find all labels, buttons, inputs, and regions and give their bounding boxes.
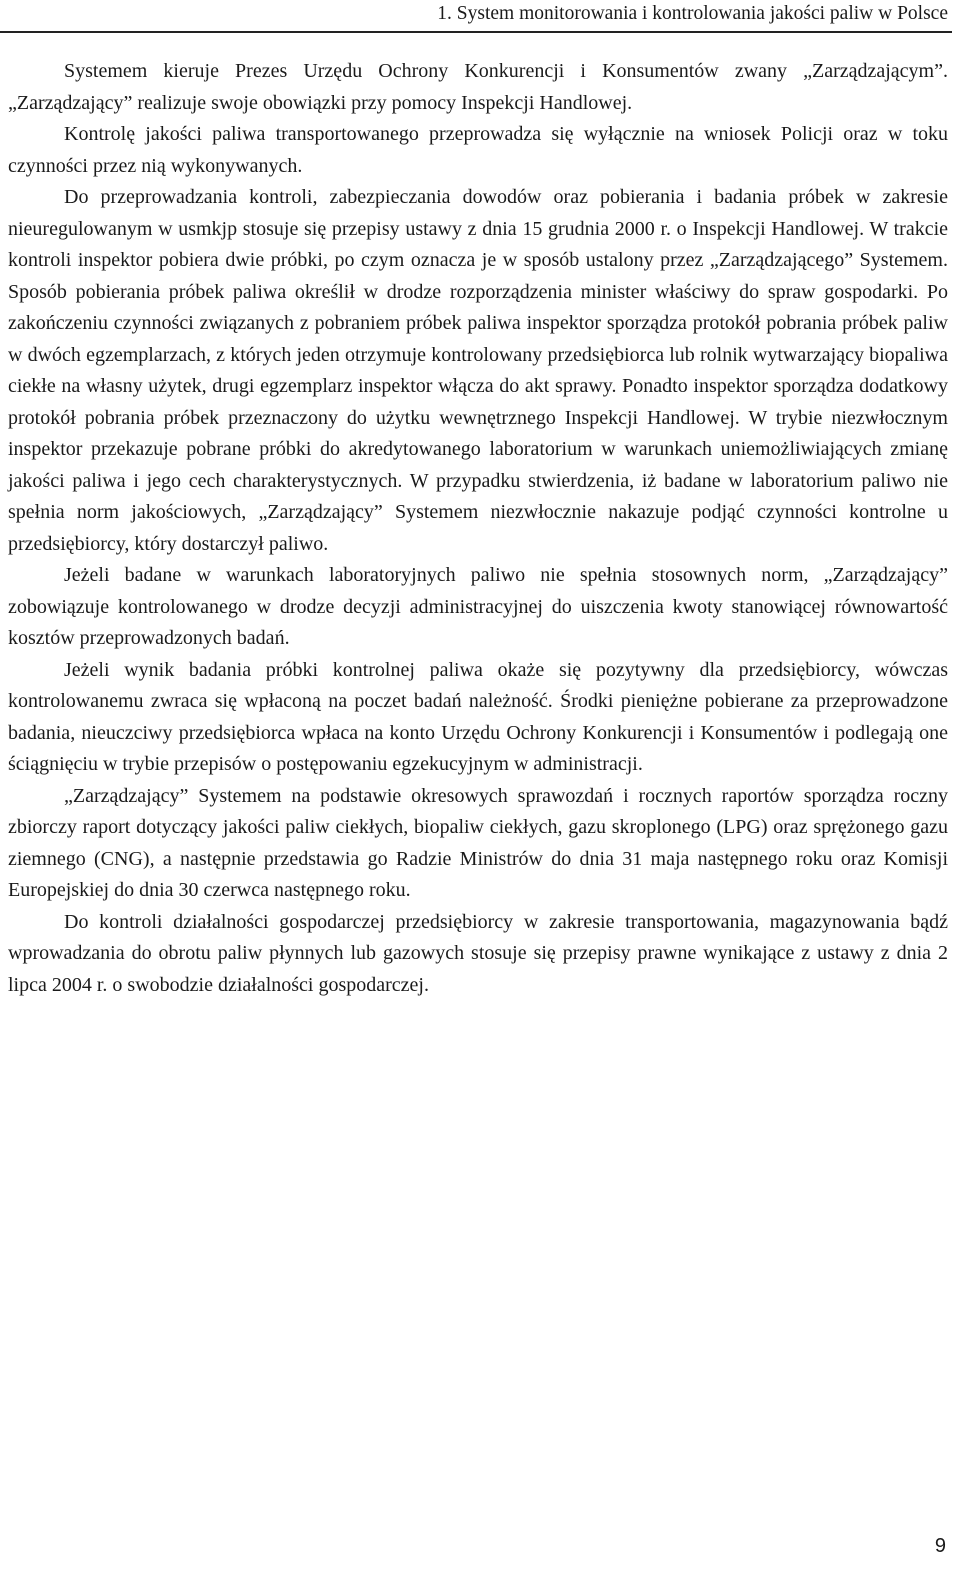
paragraph: „Zarządzający” Systemem na podstawie okresowych sprawozdań i rocznych raportów sporządza roczny zbiorczy raport dotyczący jakości paliw ciekłych, biopaliw ciekłych, gazu skroplonego (LPG) oraz sprężonego gazu ziemnego (CNG), a następnie przedstawia go Radzie Ministrów do dnia 31 maja następnego roku oraz Komisji Europejskiej do dnia 30 czerwca następnego roku. bbox=[8, 784, 948, 901]
body-text bbox=[8, 56, 948, 1001]
paragraph: Do kontroli działalności gospodarczej przedsiębiorcy w zakresie transportowania, magazynowania bądź wprowadzania do obrotu paliw płynnych lub gazowych stosuje się przepisy prawne wynikające z ustawy z dnia 2 lipca 2004 r. o swobodzie działalności gospodarczej. bbox=[8, 910, 948, 996]
paragraph: Do przeprowadzania kontroli, zabezpieczania dowodów oraz pobierania i badania próbek w zakresie nieuregulowanym w usmkjp stosuje się przepisy ustawy z dnia 15 grudnia 2000 r. o Inspekcji Handlowej. W trakcie kontroli inspektor pobiera dwie próbki, po czym oznacza je w sposób ustalony przez „Zarządzającego” Systemem. Sposób pobierania próbek paliwa określił w drodze rozporządzenia minister właściwy do spraw gospodarki. Po zakończeniu czynności związanych z pobraniem próbek paliwa inspektor sporządza protokół pobrania próbek paliw w dwóch egzemplarzach, z których jeden otrzymuje kontrolowany przedsiębiorca lub rolnik wytwarzający biopaliwa ciekłe na własny użytek, drugi egzemplarz inspektor włącza do akt sprawy. Ponadto inspektor sporządza dodatkowy protokół pobrania próbek przeznaczony do użytku wewnętrznego Inspekcji Handlowej. W trybie niezwłocznym inspektor przekazuje pobrane próbki do akredytowanego laboratorium w warunkach uniemożliwiających zmianę jakości paliwa i jego cech charakterystycznych. W przypadku stwierdzenia, iż badane w laboratorium paliwo nie spełnia norm jakościowych, „Zarządzający” Systemem niezwłocznie nakazuje podjąć czynności kontrolne u przedsiębiorcy, który dostarczył paliwo. bbox=[8, 186, 948, 555]
running-header bbox=[0, 0, 960, 34]
paragraph: Jeżeli badane w warunkach laboratoryjnych paliwo nie spełnia stosownych norm, „Zarządzający” zobowiązuje kontrolowanego w drodze decyzji administracyjnej do uiszczenia kwoty stanowiącej równowartość kosztów przeprowadzonych badań. bbox=[8, 564, 948, 649]
header-rule bbox=[0, 31, 952, 33]
paragraph: Kontrolę jakości paliwa transportowanego przeprowadza się wyłącznie na wniosek Policji oraz w toku czynności przez nią wykonywanych. bbox=[8, 123, 948, 177]
paragraph: Jeżeli wynik badania próbki kontrolnej paliwa okaże się pozytywny dla przedsiębiorcy, wówczas kontrolowanemu zwraca się wpłaconą na poczet badań należność. Środki pieniężne pobierane za przeprowadzone badania, nieuczciwy przedsiębiorca wpłaca na konto Urzędu Ochrony Konkurencji i Konsumentów i podlegają one ściągnięciu w trybie przepisów o postępowaniu egzekucyjnym w administracji. bbox=[8, 658, 948, 775]
paragraph: Systemem kieruje Prezes Urzędu Ochrony Konkurencji i Konsumentów zwany „Zarządzającym”. „Zarządzający” realizuje swoje obowiązki przy pomocy Inspekcji Handlowej. bbox=[8, 60, 948, 114]
chapter-title: 1. System monitorowania i kontrolowania jakości paliw w Polsce bbox=[437, 3, 948, 24]
page-number: 9 bbox=[934, 1535, 946, 1557]
